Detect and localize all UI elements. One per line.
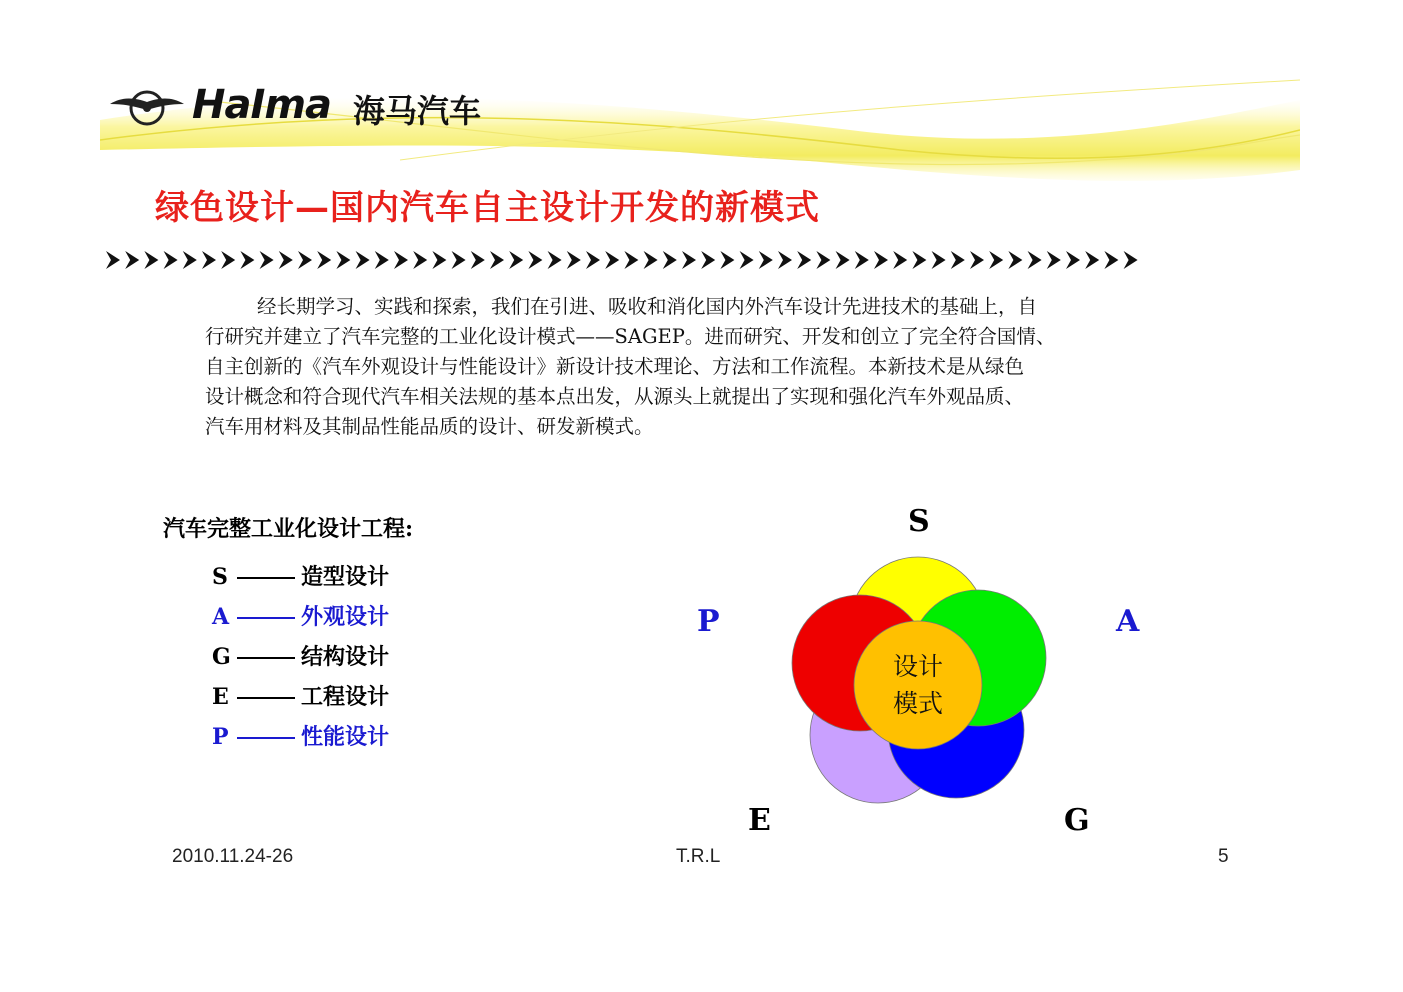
chevron-icon	[1047, 251, 1061, 269]
chevron-icon	[836, 251, 850, 269]
chevron-icon	[797, 251, 811, 269]
chevron-icon	[528, 251, 542, 269]
chevron-icon	[240, 251, 254, 269]
chevron-icon	[548, 251, 562, 269]
item-dash	[237, 737, 295, 739]
diagram-center	[854, 621, 982, 749]
item-letter: P	[212, 724, 229, 750]
chevron-icon	[1028, 251, 1042, 269]
chevron-icon	[125, 251, 139, 269]
sagep-flower-diagram	[780, 540, 1060, 820]
chevron-icon	[106, 251, 120, 269]
item-label: 造型设计	[301, 564, 390, 590]
paragraph-line: 汽车用材料及其制品性能品质的设计、研发新模式。	[205, 415, 654, 438]
diagram-label-p: P	[697, 604, 720, 639]
paragraph-line: 经长期学习、实践和探索，我们在引进、吸收和消化国内外汽车设计先进技术的基础上，自	[257, 295, 1038, 318]
chevron-icon	[298, 251, 312, 269]
item-letter: G	[212, 644, 231, 670]
chevron-icon	[663, 251, 677, 269]
chevron-icon	[1008, 251, 1022, 269]
brand-logo	[108, 82, 508, 132]
chevron-icon	[1066, 251, 1080, 269]
item-letter: A	[212, 604, 230, 630]
paragraph-line: 行研究并建立了汽车完整的工业化设计模式——SAGEP。进而研究、开发和创立了完全符合国情、	[205, 325, 1056, 348]
chevron-icon	[452, 251, 466, 269]
chevron-icon	[279, 251, 293, 269]
intro-paragraph	[205, 292, 1265, 442]
chevron-icon	[855, 251, 869, 269]
page-number: 5	[1218, 846, 1229, 867]
chevron-icon	[970, 251, 984, 269]
item-dash	[237, 577, 295, 579]
chevron-icon	[778, 251, 792, 269]
chevron-icon	[816, 251, 830, 269]
center-line-1: 设计	[892, 652, 944, 681]
chevron-icon	[1085, 251, 1099, 269]
list-item-s	[212, 560, 389, 600]
chevron-icon	[989, 251, 1003, 269]
chevron-icon	[874, 251, 888, 269]
item-label: 工程设计	[301, 684, 390, 710]
chevron-icon	[932, 251, 946, 269]
item-letter: S	[212, 564, 228, 590]
chevron-icon	[432, 251, 446, 269]
list-item-a	[212, 600, 389, 640]
chevron-icon	[644, 251, 658, 269]
list-heading: 汽车完整工业化设计工程:	[163, 516, 414, 542]
chevron-icon	[759, 251, 773, 269]
chevron-icon	[490, 251, 504, 269]
chevron-icon	[740, 251, 754, 269]
center-line-2: 模式	[892, 689, 944, 718]
chevron-icon	[701, 251, 715, 269]
chevron-icon	[164, 251, 178, 269]
chevron-divider	[102, 245, 1152, 275]
chevron-icon	[720, 251, 734, 269]
chevron-icon	[1124, 251, 1138, 269]
haima-emblem-icon	[108, 84, 186, 128]
chevron-icon	[356, 251, 370, 269]
footer-date: 2010.11.24-26	[172, 846, 294, 867]
chevron-icon	[682, 251, 696, 269]
chevron-icon	[183, 251, 197, 269]
item-letter: E	[212, 684, 229, 710]
chevron-icon	[509, 251, 523, 269]
chevron-icon	[471, 251, 485, 269]
chevron-icon	[202, 251, 216, 269]
diagram-label-s: S	[908, 504, 930, 539]
chevron-icon	[912, 251, 926, 269]
brand-name-en: HaIma	[192, 82, 332, 128]
diagram-label-e: E	[748, 803, 771, 838]
chevron-icon	[221, 251, 235, 269]
paragraph-line: 设计概念和符合现代汽车相关法规的基本点出发，从源头上就提出了实现和强化汽车外观品质、	[205, 385, 1025, 408]
item-dash	[237, 617, 295, 619]
chevron-icon	[144, 251, 158, 269]
list-item-g	[212, 640, 389, 680]
list-item-e	[212, 680, 389, 720]
chevron-icon	[605, 251, 619, 269]
chevron-icon	[586, 251, 600, 269]
item-label: 外观设计	[301, 604, 390, 630]
list-item-p	[212, 720, 389, 760]
item-label: 结构设计	[301, 644, 390, 670]
chevron-icon	[413, 251, 427, 269]
chevron-icon	[375, 251, 389, 269]
chevron-icon	[336, 251, 350, 269]
diagram-label-g: G	[1064, 803, 1090, 838]
paragraph-line: 自主创新的《汽车外观设计与性能设计》新设计技术理论、方法和工作流程。本新技术是从绿色	[205, 355, 1025, 378]
chevron-icon	[1104, 251, 1118, 269]
brand-name-cn: 海马汽车	[353, 92, 482, 130]
diagram-label-a: A	[1116, 604, 1140, 639]
chevron-icon	[624, 251, 638, 269]
page-title: 绿色设计—国内汽车自主设计开发的新模式	[155, 188, 820, 228]
sagep-list	[212, 560, 389, 760]
chevron-icon	[567, 251, 581, 269]
item-dash	[237, 697, 295, 699]
item-dash	[237, 657, 295, 659]
footer-center-label: T.R.L	[676, 846, 721, 867]
chevron-icon	[394, 251, 408, 269]
item-label: 性能设计	[301, 724, 390, 750]
chevron-icon	[893, 251, 907, 269]
chevron-icon	[317, 251, 331, 269]
chevron-icon	[951, 251, 965, 269]
chevron-icon	[260, 251, 274, 269]
